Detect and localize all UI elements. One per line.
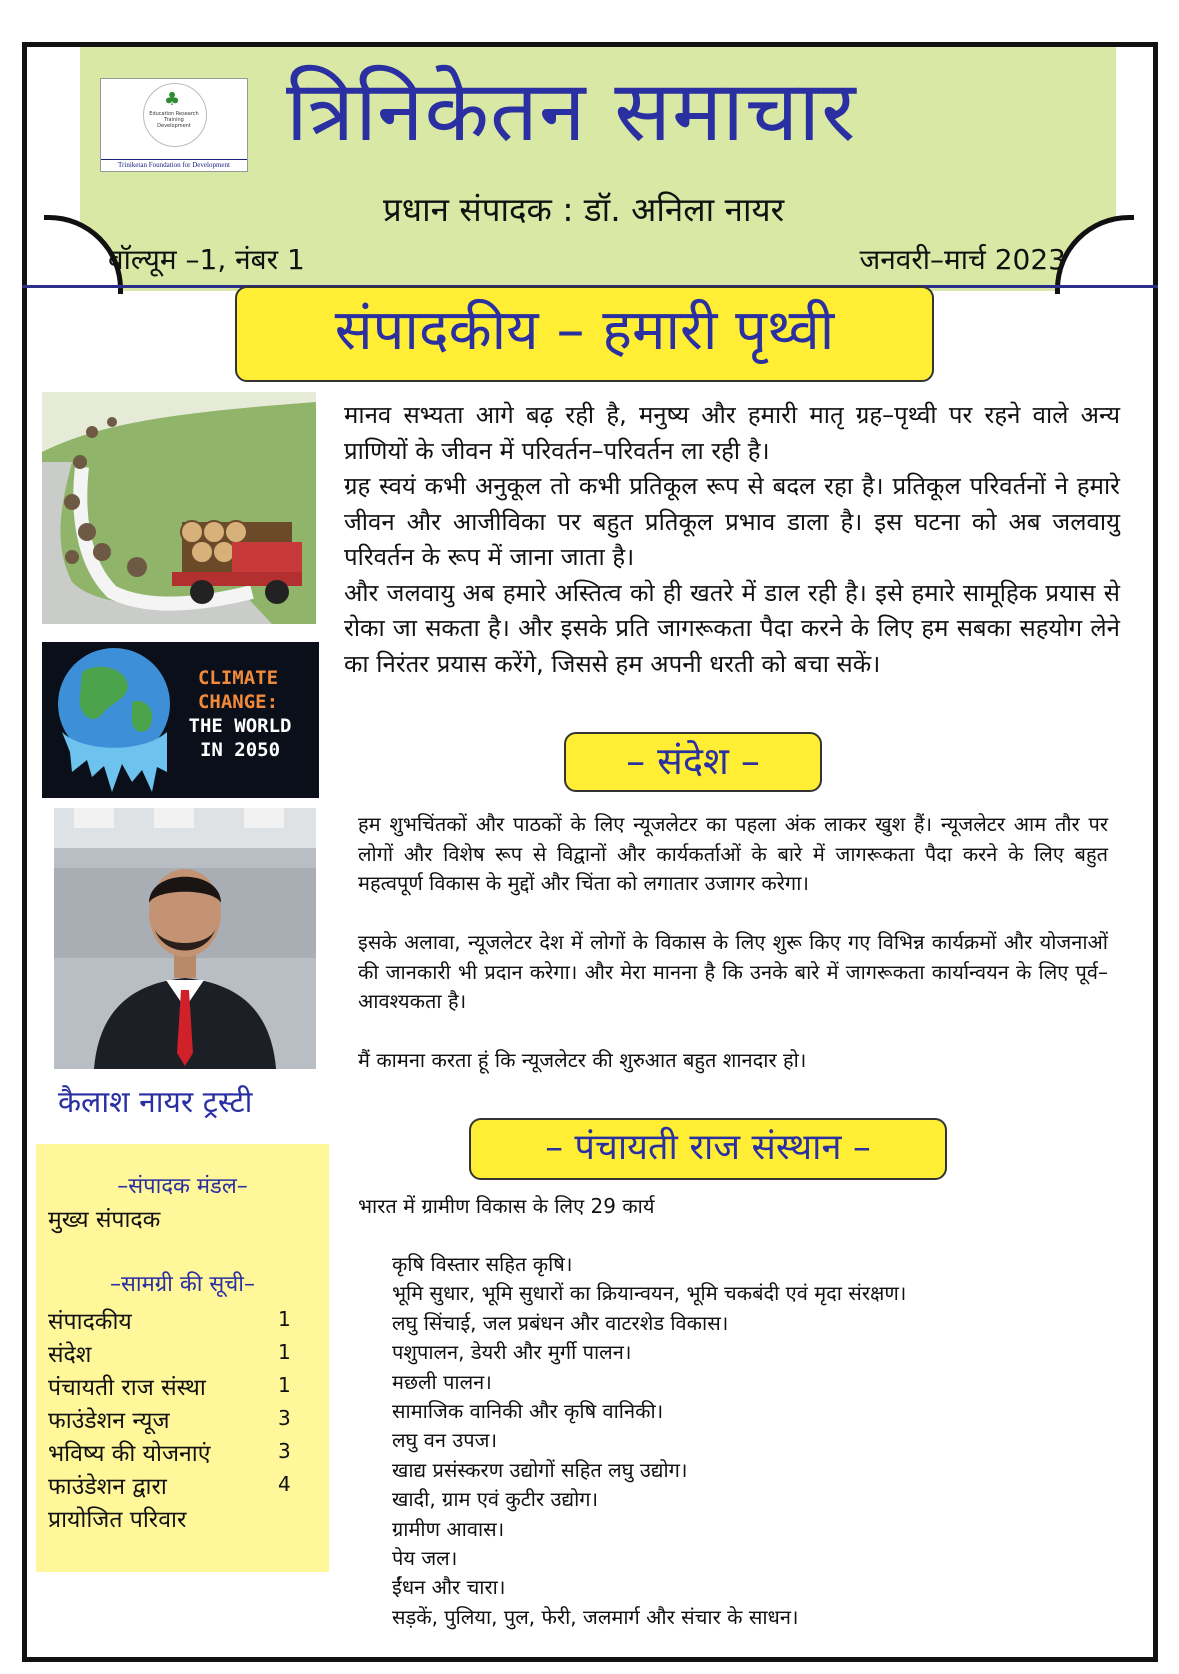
editorial-paragraph: मानव सभ्यता आगे बढ़ रही है, मनुष्य और हमारी मातृ ग्रह–पृथ्वी पर रहने वाले अन्य प्राणियों के जीवन में परिवर्तन–परिवर्तन ला रही है। [344,401,1120,465]
toc-page: 1 [278,1373,291,1397]
volume-number: वॉल्यूम –1, नंबर 1 [108,243,305,276]
toc-item: भविष्य की योजनाएं [48,1441,211,1467]
climate-line-3: THE WORLD [188,715,292,737]
message-paragraph: मैं कामना करता हूं कि न्यूजलेटर की शुरुआत बहुत शानदार हो। [358,1048,807,1072]
list-item: ग्रामीण आवास। [392,1516,505,1541]
editorial-board-heading: –संपादक मंडल– [117,1174,248,1199]
climate-line-2: CHANGE: [197,691,279,713]
climate-change-image [42,642,319,798]
leaf-icon: ♣ [164,89,181,110]
toc-item: प्रायोजित परिवार [48,1507,187,1533]
list-item: पशुपालन, डेयरी और मुर्गी पालन। [392,1340,632,1365]
list-item: खाद्य प्रसंस्करण उद्योगों सहित लघु उद्योग। [392,1457,688,1482]
trustee-photo [54,808,316,1069]
toc-heading: –सामग्री की सूची– [110,1272,255,1297]
list-item: सामाजिक वानिकी और कृषि वानिकी। [392,1399,664,1424]
list-item: कृषि विस्तार सहित कृषि। [392,1252,573,1276]
list-item: भूमि सुधार, भूमि सुधारों का क्रियान्वयन, भूमि चकबंदी एवं मृदा संरक्षण। [392,1281,907,1306]
climate-cartoon-image [42,392,316,624]
issue-date: जनवरी–मार्च 2023 [859,243,1066,276]
editorial-heading: संपादकीय – हमारी पृथ्वी [235,286,934,382]
cartoon-illustration [42,392,316,624]
toc-item: फाउंडेशन द्वारा [48,1474,167,1500]
foundation-logo [100,78,248,172]
trustee-caption: कैलाश नायर ट्रस्टी [58,1085,253,1120]
toc-page: 3 [278,1406,291,1430]
toc-page: 3 [278,1439,291,1463]
logo-footer: Triniketan Foundation for Development [101,159,247,169]
list-item: मछली पालन। [392,1369,492,1394]
list-item: सड़कें, पुलिया, पुल, फेरी, जलमार्ग और संचार के साधन। [392,1604,799,1629]
toc-item: संदेश [48,1342,92,1368]
editorial-body [344,398,1120,682]
trustee-portrait [54,808,316,1069]
logo-text: Education Research Training Development [149,111,199,129]
list-item: ईंधन और चारा। [392,1575,506,1600]
list-item: खादी, ग्राम एवं कुटीर उद्योग। [392,1487,599,1512]
message-heading: – संदेश – [564,732,822,792]
toc-item: फाउंडेशन न्यूज [48,1408,170,1434]
contents-sidebar [36,1144,329,1572]
message-body [358,810,1108,1105]
editorial-paragraph: और जलवायु अब हमारे अस्तित्व को ही खतरे में डाल रही है। इसे हमारे सामूहिक प्रयास से रोका जा सकता है। और इसके प्रति जागरूकता पैदा करने के लिए हम सबका सहयोग लेने का निरंतर प्रयास करेंगे, जिससे हम अपनी धरती को बचा सकें। [344,578,1120,678]
climate-line-4: IN 2050 [199,739,281,761]
chief-editor: प्रधान संपादक : डॉ. अनिला नायर [383,190,785,229]
toc-page: 1 [278,1307,291,1331]
newsletter-title: त्रिनिकेतन समाचार [286,62,857,160]
message-paragraph: हम शुभचिंतकों और पाठकों के लिए न्यूजलेटर का पहला अंक लाकर खुश हैं। न्यूजलेटर आम तौर पर लोगों और विशेष रूप से विद्वानों और कार्यकर्ताओं के बारे में जागरूकता पैदा करने के लिए बहुत महत्वपूर्ण विकास के मुद्दों और चिंता को लगातार उजागर करेगा। [358,812,1108,895]
board-role: मुख्य संपादक [48,1207,161,1233]
list-item: लघु सिंचाई, जल प्रबंधन और वाटरशेड विकास। [392,1310,729,1335]
melting-globe-illustration [42,642,319,798]
toc-page: 4 [278,1472,291,1496]
toc-item: संपादकीय [48,1309,132,1335]
list-item: पेय जल। [392,1546,458,1571]
toc-page: 1 [278,1340,291,1364]
toc-item: पंचायती राज संस्था [48,1375,206,1401]
editorial-paragraph: ग्रह स्वयं कभी अनुकूल तो कभी प्रतिकूल रूप से बदल रहा है। प्रतिकूल परिवर्तनों ने हमारे जीवन और आजीविका पर बहुत प्रतिकूल प्रभाव डाला है। इस घटना को अब जलवायु परिवर्तन के रूप में जाना जाता है। [344,472,1120,571]
message-paragraph: इसके अलावा, न्यूजलेटर देश में लोगों के विकास के लिए शुरू किए गए विभिन्न कार्यक्रमों और योजनाओं की जानकारी भी प्रदान करेगा। और मेरा मानना है कि उनके बारे में जागरूकता कार्यान्वयन के लिए पूर्व–आवश्यकता है। [358,930,1108,1013]
climate-line-1: CLIMATE [197,667,279,689]
panchayati-intro: भारत में ग्रामीण विकास के लिए 29 कार्य [358,1194,655,1218]
panchayati-functions-list [392,1250,906,1632]
list-item: लघु वन उपज। [392,1428,498,1453]
panchayati-heading: – पंचायती राज संस्थान – [469,1118,947,1180]
